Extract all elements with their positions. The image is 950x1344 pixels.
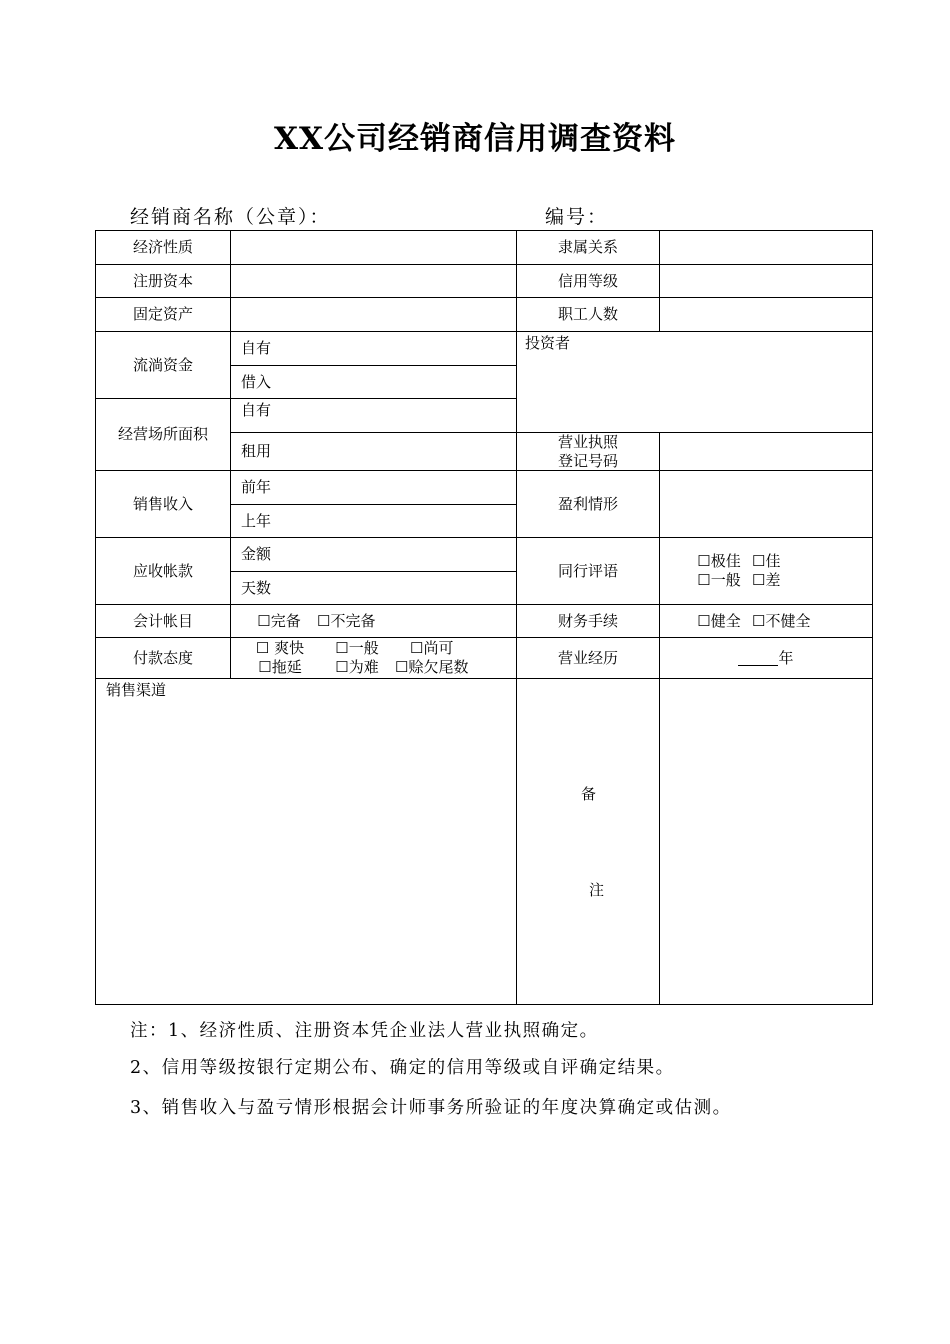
note-2: 2、信用等级按银行定期公布、确定的信用等级或自评确定结果。 — [130, 1058, 675, 1078]
label-accounts: 会计帐目 — [96, 605, 231, 638]
premises-rented[interactable]: 租用 — [231, 433, 517, 471]
accounts-opt-incomplete[interactable]: ☐不完备 — [317, 611, 376, 630]
label-nature: 经济性质 — [96, 231, 231, 265]
page-title: XX公司经销商信用调查资料 — [273, 121, 677, 157]
label-premises-area: 经营场所面积 — [96, 399, 231, 471]
premises-own[interactable]: 自有 — [231, 399, 517, 433]
label-registered-capital: 注册资本 — [96, 265, 231, 298]
working-capital-borrowed[interactable]: 借入 — [231, 366, 517, 399]
accounts-opt-complete[interactable]: ☐完备 — [257, 611, 301, 630]
sales-prev-year[interactable]: 前年 — [231, 471, 517, 505]
label-profit: 盈利情形 — [517, 471, 660, 538]
field-remarks[interactable] — [660, 679, 873, 1005]
field-credit-grade[interactable] — [660, 265, 873, 298]
sales-last-year[interactable]: 上年 — [231, 505, 517, 538]
finance-opt-unsound[interactable]: ☐不健全 — [752, 611, 811, 630]
remark-char-2: 注 — [589, 881, 605, 899]
label-receivables: 应收帐款 — [96, 538, 231, 605]
field-staff-count[interactable] — [660, 298, 873, 332]
peer-review-options — [660, 538, 873, 605]
payment-opt-acceptable[interactable]: ☐尚可 — [410, 639, 454, 657]
license-line2: 登记号码 — [557, 451, 618, 470]
peer-opt-excellent[interactable]: ☐极佳 — [697, 552, 741, 570]
payment-opt-prompt[interactable]: ☐ 爽快 — [255, 639, 305, 657]
remark-char-1: 备 — [581, 785, 597, 803]
field-sales-channels[interactable]: 销售渠道 — [96, 679, 517, 1005]
payment-opt-delayed[interactable]: ☐拖延 — [258, 658, 302, 676]
history-year-unit: 年 — [778, 648, 794, 667]
label-credit-grade: 信用等级 — [517, 265, 660, 298]
label-peer-review: 同行评语 — [517, 538, 660, 605]
field-fixed-assets[interactable] — [231, 298, 517, 332]
field-license[interactable] — [660, 433, 873, 471]
label-remarks — [517, 679, 660, 1005]
label-staff-count: 职工人数 — [517, 298, 660, 332]
payment-options — [231, 638, 517, 679]
field-registered-capital[interactable] — [231, 265, 517, 298]
label-working-capital: 流淌资金 — [96, 332, 231, 399]
label-affiliation: 隶属关系 — [517, 231, 660, 265]
field-profit[interactable] — [660, 471, 873, 538]
accounts-options — [231, 605, 517, 638]
payment-opt-owing[interactable]: ☐赊欠尾数 — [395, 658, 469, 676]
note-1: 注：1、经济性质、注册资本凭企业法人营业执照确定。 — [130, 1021, 599, 1041]
label-fixed-assets: 固定资产 — [96, 298, 231, 332]
payment-opt-normal[interactable]: ☐一般 — [335, 639, 379, 657]
field-nature[interactable] — [231, 231, 517, 265]
label-license — [517, 433, 660, 471]
peer-opt-poor[interactable]: ☐差 — [752, 571, 781, 589]
label-finance: 财务手续 — [517, 605, 660, 638]
peer-opt-average[interactable]: ☐一般 — [697, 571, 741, 589]
working-capital-own[interactable]: 自有 — [231, 332, 517, 366]
license-line1: 营业执照 — [557, 432, 618, 451]
number-label: 编号： — [545, 206, 609, 228]
receivables-amount[interactable]: 金额 — [231, 538, 517, 572]
payment-opt-difficult[interactable]: ☐为难 — [335, 658, 379, 676]
field-investor[interactable]: 投资者 — [517, 332, 873, 433]
label-sales-income: 销售收入 — [96, 471, 231, 538]
peer-opt-good[interactable]: ☐佳 — [752, 552, 781, 570]
finance-options — [660, 605, 873, 638]
label-history: 营业经历 — [517, 638, 660, 679]
credit-survey-table — [95, 230, 873, 1005]
note-3: 3、销售收入与盈亏情形根据会计师事务所验证的年度决算确定或估测。 — [130, 1098, 732, 1118]
finance-opt-sound[interactable]: ☐健全 — [697, 611, 741, 630]
field-history[interactable] — [660, 638, 873, 679]
dealer-name-label: 经销商名称（公章）： — [130, 206, 331, 228]
history-blank — [738, 651, 778, 666]
receivables-days[interactable]: 天数 — [231, 572, 517, 605]
field-affiliation[interactable] — [660, 231, 873, 265]
label-payment: 付款态度 — [96, 638, 231, 679]
